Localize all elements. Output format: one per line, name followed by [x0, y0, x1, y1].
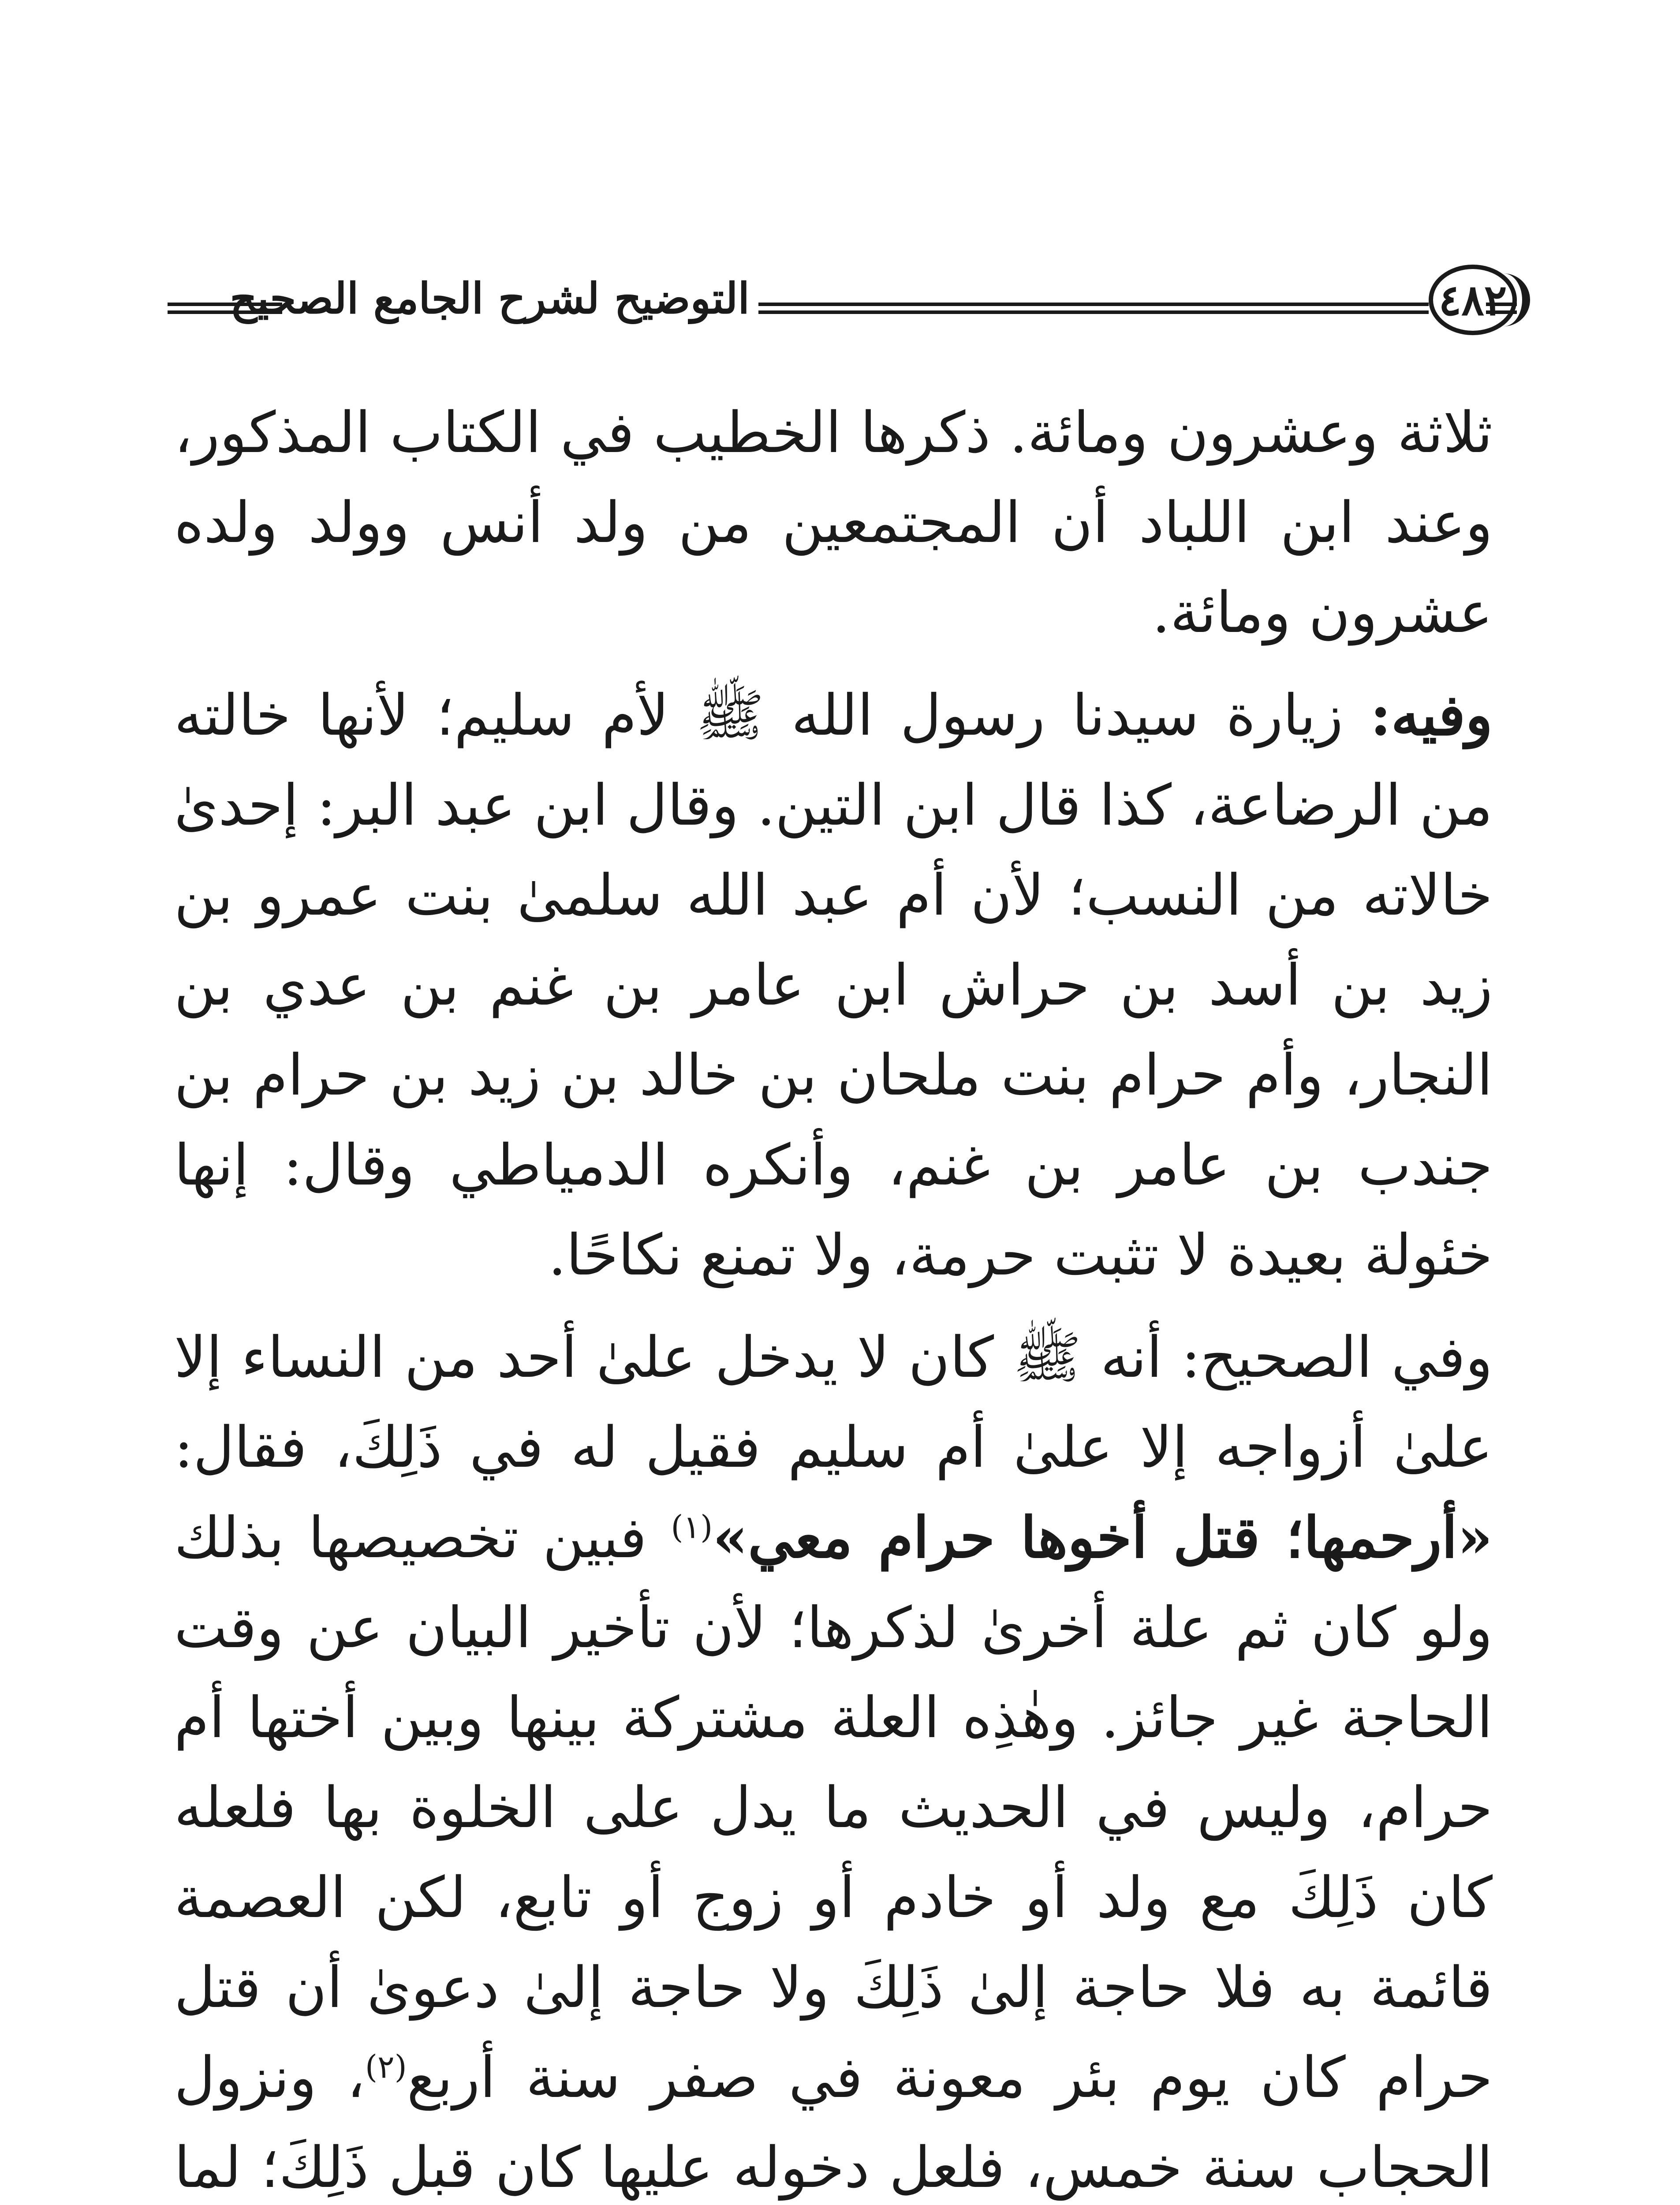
paragraph-3-end: ، ونزول الحجاب سنة خمس، فلعل دخوله عليها كان قبل ذَلِكَ؛ لما [174, 2045, 1493, 2201]
paragraph-3-start: وفي الصحيح: أنه ﷺ كان لا يدخل علىٰ أحد من النساء إلا علىٰ أزواجه إلا علىٰ أم سليم فقيل له في ذَلِكَ، فقال: [174, 1325, 1493, 1480]
footnote-ref-2[interactable]: (٢) [365, 2048, 407, 2085]
page-header [168, 247, 1517, 362]
paragraph-lead-word: وفيه: [1370, 682, 1493, 748]
paragraph-2 [174, 670, 1493, 1301]
paragraph-2-text: زيارة سيدنا رسول الله ﷺ لأم سليم؛ لأنها خالته من الرضاعة، كذا قال ابن التين. وقال ابن عبد البر: إحدىٰ خالاته من النسب؛ لأن أم عبد الله سلمىٰ بنت عمرو بن زيد بن أسد بن حراش ابن عامر بن غنم بن عدي بن النجار، وأم حرام بنت ملحان بن خالد بن زيد بن حرام بن جندب بن عامر بن غنم، وأنكره الدمياطي وقال: إنها خئولة بعيدة لا تثبت حرمة، ولا تمنع نكاحًا. [174, 683, 1493, 1288]
main-text [174, 388, 1493, 2205]
footnote-ref-1[interactable]: (١) [671, 1508, 713, 1546]
page-number-badge: ٤٨٢ [1429, 265, 1517, 335]
running-title: التوضيح لشرح الجامع الصحيح [230, 273, 750, 323]
paragraph-3 [174, 1313, 1493, 2205]
header-rule-right [1486, 303, 1517, 314]
paragraph-1: ثلاثة وعشرون ومائة. ذكرها الخطيب في الكتاب المذكور، وعند ابن اللباد أن المجتمعين من ولد أنس وولد ولده عشرون ومائة. [174, 400, 1493, 646]
paragraph-3-middle: فبين تخصيصها بذلك ولو كان ثم علة أخرىٰ لذكرها؛ لأن تأخير البيان عن وقت الحاجة غير جائز. وهٰذِه العلة مشتركة بينها وبين أختها أم حرام، وليس في الحديث ما يدل على الخلوة بها فلعله كان ذَلِكَ مع ولد أو خادم أو زوج أو تابع، لكن العصمة قائمة به فلا حاجة إلىٰ ذَلِكَ ولا حاجة إلىٰ دعوىٰ أن قتل حرام كان يوم بئر معونة في صفر سنة أربع [174, 1505, 1493, 2111]
hadith-quote: «أرحمها؛ قتل أخوها حرام معي» [713, 1505, 1493, 1571]
header-rule-middle [758, 303, 1429, 314]
